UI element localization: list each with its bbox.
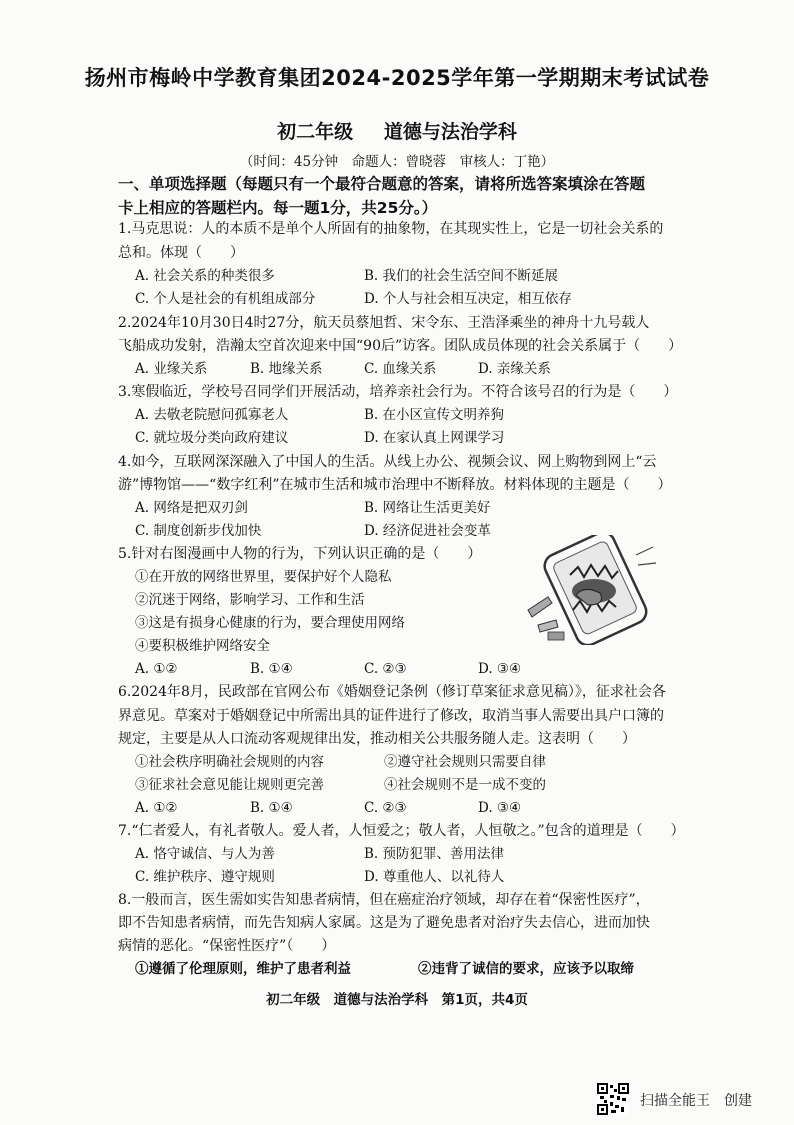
q6-option-c: C. ②③ [364,800,407,816]
q2-option-b: B. 地缘关系 [250,361,323,377]
q5-statement-3: ③这是有损身心健康的行为，要合理使用网络 [135,615,405,631]
q6-statement-2: ②遵守社会规则只需要自律 [384,754,546,770]
q3-option-c: C. 就垃圾分类向政府建议 [135,430,289,446]
section-heading-line: 卡上相应的答题栏内。每一题1分，共25分。） [118,199,438,217]
q6-stem-3: 规定，主要是从人口流动客观规律出发，推动相关公共服务随人走。这表明（ ） [118,731,636,747]
q8-statement-2: ②违背了诚信的要求，应该予以取缔 [418,961,634,977]
phone-monster-cartoon-icon [518,535,668,645]
q4-option-d: D. 经济促进社会变革 [364,523,491,539]
q4-option-b: B. 网络让生活更美好 [364,500,491,516]
q8-statement-1: ①遵循了伦理原则，维护了患者利益 [135,961,351,977]
exam-meta: （时间：45分钟 命题人：曾晓蓉 审核人：丁艳） [239,154,555,170]
q2-option-d: D. 亲缘关系 [478,361,551,377]
q5-option-c: C. ②③ [364,661,407,677]
q3-option-d: D. 在家认真上网课学习 [364,430,505,446]
q3-option-b: B. 在小区宣传文明养狗 [364,407,505,423]
q6-option-d: D. ③④ [478,800,522,816]
q5-statement-4: ④要积极维护网络安全 [135,638,270,654]
q5-statement-2: ②沉迷于网络，影响学习、工作和生活 [135,592,365,608]
q8-stem-3: 病情的恶化。“保密性医疗”（ ） [118,938,336,954]
q2-option-c: C. 血缘关系 [364,361,437,377]
q5-option-a: A. ①② [135,661,178,677]
qr-code-icon [597,1083,629,1115]
grade-label: 初二年级 [277,121,354,143]
q2-option-a: A. 业缘关系 [135,361,208,377]
q8-stem-1: 8.一般而言，医生需如实告知患者病情，但在癌症治疗领域，却存在着“保密性医疗”， [118,892,650,908]
q6-statement-1: ①社会秩序明确社会规则的内容 [135,754,324,770]
q3-stem-1: 3.寒假临近，学校号召同学们开展活动，培养亲社会行为。不符合该号召的行为是（ ） [118,384,678,400]
q7-option-a: A. 恪守诚信、与人为善 [135,846,275,862]
section-heading-line: 一、单项选择题（每题只有一个最符合题意的答案，请将所选答案填涂在答题 [118,175,646,193]
q7-option-c: C. 维护秩序、遵守规则 [135,869,275,885]
q1-option-a: A. 社会关系的种类很多 [135,268,275,284]
q1-option-b: B. 我们的社会生活空间不断延展 [364,268,559,284]
q5-stem-1: 5.针对右图漫画中人物的行为，下列认识正确的是（ ） [118,546,482,562]
q8-stem-2: 即不告知患者病情，而先告知病人家属。这是为了避免患者对治疗失去信心，进而加快 [118,915,650,931]
q2-stem-2: 飞船成功发射，浩瀚太空首次迎来中国“90后”访客。团队成员体现的社会关系属于（ ） [118,338,683,354]
q6-stem-2: 界意见。草案对于婚姻登记中所需出具的证件进行了修改，取消当事人需要出具户口簿的 [118,708,664,724]
q5-option-b: B. ①④ [250,661,293,677]
exam-subtitle [0,117,794,144]
q7-option-b: B. 预防犯罪、善用法律 [364,846,505,862]
q1-stem-2: 总和。体现（ ） [118,245,244,261]
page-footer: 初二年级 道德与法治学科 第1页，共4页 [266,992,528,1008]
q4-option-a: A. 网络是把双刃剑 [135,500,248,516]
q7-stem-1: 7.“仁者爱人，有礼者敬人。爱人者，人恒爱之；敬人者，人恒敬之。”包含的道理是（ ） [118,823,685,839]
exam-title: 扬州市梅岭中学教育集团2024-2025学年第一学期期末考试试卷 [84,66,710,90]
q6-statement-4: ④社会规则不是一成不变的 [384,777,546,793]
q6-option-a: A. ①② [135,800,178,816]
section-heading [118,172,708,220]
q5-option-d: D. ③④ [478,661,522,677]
q2-stem-1: 2.2024年10月30日4时27分，航天员蔡旭哲、宋令东、王浩泽乘坐的神舟十九号载人 [118,315,650,331]
q4-stem-1: 4.如今，互联网深深融入了中国人的生活。从线上办公、视频会议、网上购物到网上“云 [118,454,657,470]
q5-statement-1: ①在开放的网络世界里，要保护好个人隐私 [135,569,392,585]
q3-option-a: A. 去敬老院慰问孤寡老人 [135,407,289,423]
q6-statement-3: ③征求社会意见能让规则更完善 [135,777,324,793]
q6-stem-1: 6.2024年8月，民政部在官网公布《婚姻登记条例（修订草案征求意见稿）》，征求社会各 [118,684,666,700]
q1-option-c: C. 个人是社会的有机组成部分 [135,291,316,307]
q4-option-c: C. 制度创新步伐加快 [135,523,262,539]
q6-option-b: B. ①④ [250,800,293,816]
scanner-watermark: 扫描全能王 创建 [640,1093,752,1109]
subject-label: 道德与法治学科 [383,121,517,143]
q7-option-d: D. 尊重他人、以礼待人 [364,869,505,885]
q4-stem-2: 游”博物馆——“数字红利”在城市生活和城市治理中不断释放。材料体现的主题是（ ） [118,477,672,493]
q1-option-d: D. 个人与社会相互决定，相互依存 [364,291,572,307]
q1-stem-1: 1.马克思说：人的本质不是单个人所固有的抽象物，在其现实性上，它是一切社会关系的 [118,221,664,237]
